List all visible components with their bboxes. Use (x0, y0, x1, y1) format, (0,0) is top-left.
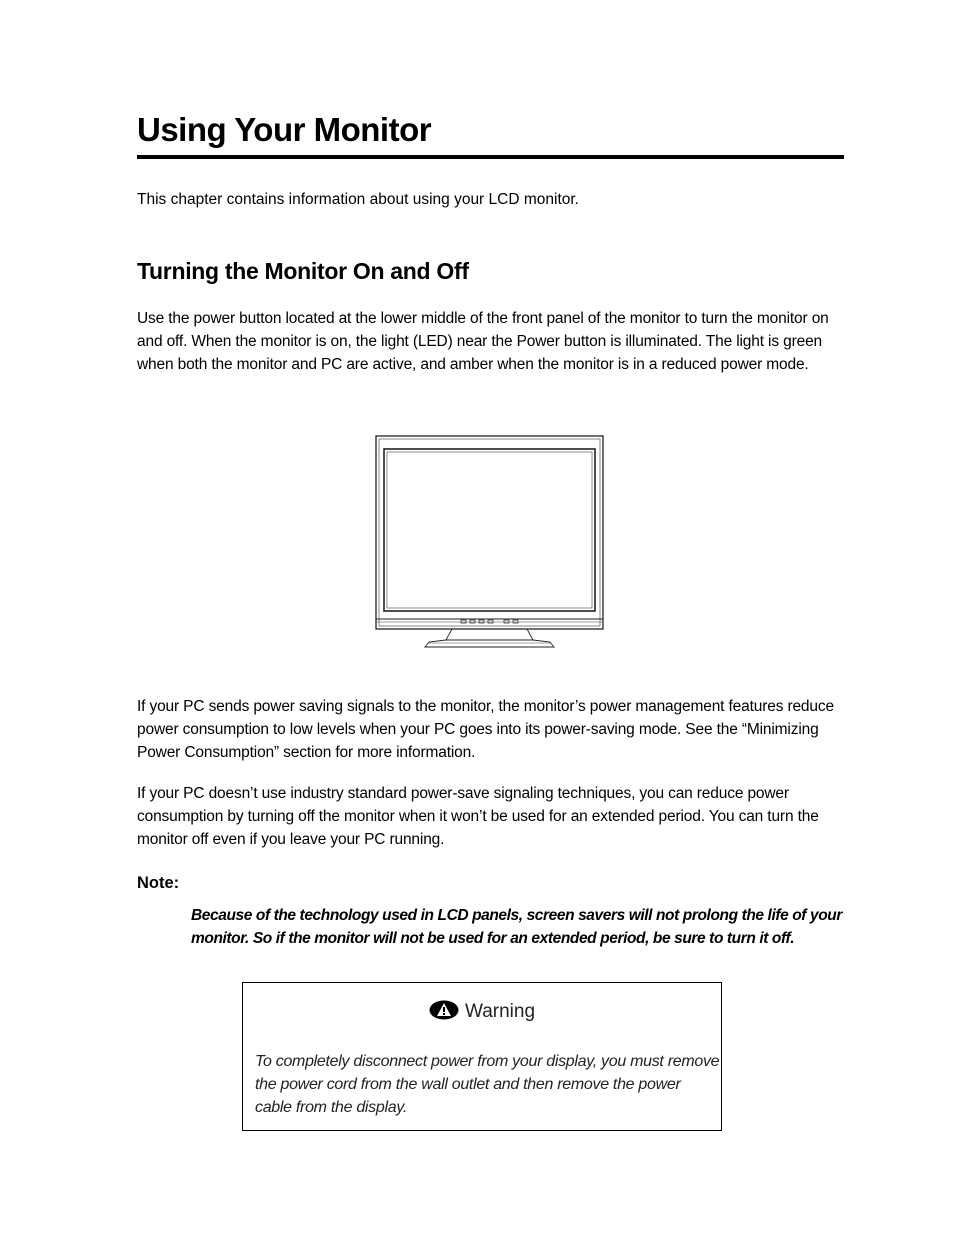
front-button-4 (488, 620, 493, 623)
stand-neck-right (527, 629, 533, 640)
page-title: Using Your Monitor (137, 111, 432, 148)
stand-base (425, 640, 554, 647)
note-text: Because of the technology used in LCD panels, screen savers will not prolong the life of your monitor. So if the monitor will not be used for an extended period, be sure to turn it off. (191, 907, 842, 947)
power-led (513, 620, 518, 623)
front-button-2 (470, 620, 475, 623)
power-saving-paragraph: If your PC sends power saving signals to the monitor, the monitor’s power management features reduce power consumption to low levels when your PC goes into its power-saving mode. See the “Minimizing Power Consumption” section for more information. (137, 698, 834, 762)
monitor-bezel (376, 436, 603, 629)
note-label: Note: (137, 874, 180, 892)
power-button-paragraph: Use the power button located at the lower middle of the front panel of the monitor to turn the monitor on and off. When the monitor is on, the light (LED) near the Power button is illuminated. The light is green when both the monitor and PC are active, and amber when the monitor is in a reduced power mode. (137, 310, 829, 374)
warning-box (242, 982, 722, 1131)
warning-triangle-icon (429, 1000, 459, 1020)
title-rule (137, 155, 844, 159)
section-heading: Turning the Monitor On and Off (137, 258, 469, 284)
power-off-paragraph: If your PC doesn’t use industry standard power-save signaling techniques, you can reduce power consumption by turning off the monitor when it won’t be used for an extended period. You can turn the monitor off even if you leave your PC running. (137, 785, 819, 849)
monitor-screen (384, 449, 595, 611)
chapter-intro: This chapter contains information about using your LCD monitor. (137, 191, 579, 208)
warning-text: To completely disconnect power from your display, you must remove the power cord from the wall outlet and then remove the power cable from the display. (255, 1053, 720, 1116)
front-button-1 (461, 620, 466, 623)
monitor-illustration (372, 433, 608, 651)
monitor-screen-inner (387, 452, 592, 608)
warning-header (243, 999, 721, 1025)
stand-neck-left (446, 629, 452, 640)
warning-title: Warning (464, 1001, 536, 1022)
power-button (504, 620, 509, 623)
front-button-3 (479, 620, 484, 623)
monitor-bezel-inner (379, 439, 600, 626)
